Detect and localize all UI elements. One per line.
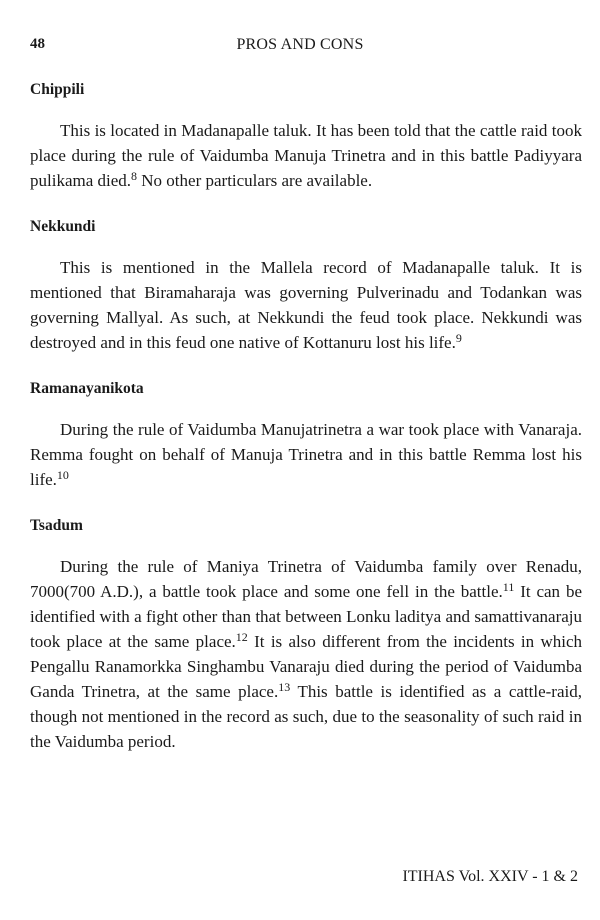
paragraph-text: This battle is identified as a cattle-raid, though not mentioned in the record as such, due to the seasonality of such raid in the Vaidumba period.	[30, 682, 582, 751]
section-heading: Nekkundi	[30, 218, 96, 235]
footnote-marker: 11	[502, 580, 515, 594]
section-nekkundi	[30, 217, 582, 355]
paragraph-text: During the rule of Maniya Trinetra of Vaidumba family over Renadu, 7000(700 A.D.), a battle took place and some one fell in the battle.	[30, 557, 582, 601]
paragraph-text: This is located in Madanapalle taluk. It has been told that the cattle raid took place during the rule of Vaidumba Manuja Trinetra and in this battle Padiyyara pulikama died.	[30, 121, 582, 190]
footnote-marker: 10	[56, 468, 69, 482]
paragraph-text: During the rule of Vaidumba Manujatrinetra a war took place with Vanaraja. Remma fought on behalf of Manuja Trinetra and in this battle Remma lost his life.	[30, 420, 582, 489]
page-footer	[402, 868, 578, 886]
footnote-marker: 12	[235, 630, 248, 644]
section-paragraph	[30, 417, 582, 492]
page-number: 48	[30, 36, 45, 52]
paragraph-text: No other particulars are available.	[137, 171, 373, 190]
section-paragraph	[30, 255, 582, 355]
journal-citation: ITIHAS Vol. XXIV - 1 & 2	[402, 868, 578, 885]
running-title: PROS AND CONS	[236, 36, 364, 53]
paragraph-text: This is mentioned in the Mallela record of Madanapalle taluk. It is mentioned that Biramaharaja was governing Pulverinadu and Todankan was governing Mallyal. As such, at Nekkundi the feud took place. Nekkundi was destroyed and in this feud one native of Kottanuru lost his life.	[30, 258, 582, 352]
footnote-marker: 13	[278, 680, 291, 694]
footnote-marker: 8	[131, 169, 138, 183]
footnote-marker: 9	[455, 331, 462, 345]
section-heading: Ramanayanikota	[30, 380, 144, 397]
page-body	[30, 80, 582, 754]
section-heading: Tsadum	[30, 517, 83, 534]
page-header	[30, 36, 570, 60]
section-chippili	[30, 80, 582, 193]
section-ramanayanikota	[30, 379, 582, 492]
section-heading: Chippili	[30, 81, 85, 98]
section-tsadum	[30, 516, 582, 754]
paragraph-text: It can be identified with a fight other than that between Lonku laditya and samattivanaraju took place at the same place.	[30, 582, 582, 651]
paragraph-text: It is also different from the incidents in which Pengallu Ranamorkka Singhambu Vanaraju died during the period of Vaidumba Ganda Trinetra, at the same place.	[30, 632, 582, 701]
section-paragraph	[30, 554, 582, 754]
section-paragraph	[30, 118, 582, 193]
